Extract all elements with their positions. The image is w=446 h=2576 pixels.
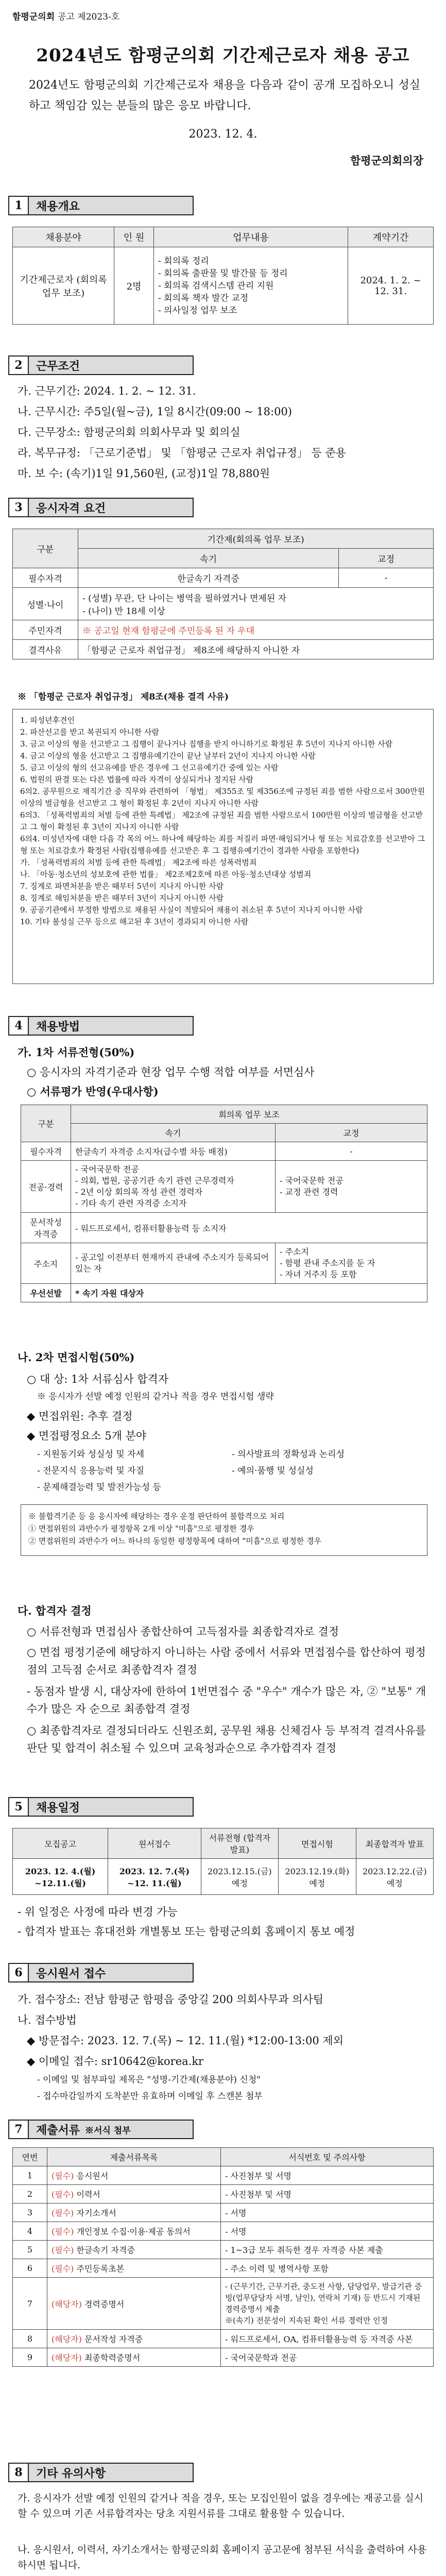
fail-criteria-item: ② 면접위원의 과반수가 어느 하나의 동일한 평정항목에 대하여 "미흡"으로 평정한 경우	[28, 1536, 322, 1546]
misc-item: 나. 응시원서, 이력서, 자기소개서는 함평군의회 홈페이지 공고문에 첨부된 서식을 출력하여 사용하시면 됩니다.	[18, 2544, 427, 2571]
overview-duties: - 회의록 정리 - 회의록 출판물 및 발간물 등 정리 - 회의록 검색시스템 관리 지원 - 회의록 책자 발간 교정 - 의사일정 업무 보조	[154, 247, 348, 325]
condition-line: 라. 복무규정: 「근로기준법」 및 「함평군 근로자 취업규정」 등 준용	[18, 447, 347, 459]
doc-no: 8	[13, 2330, 47, 2348]
table-row	[13, 2166, 434, 2185]
pref-label: 주소지	[21, 1243, 71, 1284]
qual-value: - (성별) 무관, 단 나이는 병역을 필하였거나 면제된 자 - (나이) 만 18세 이상	[78, 588, 434, 620]
section-7-header	[8, 2120, 194, 2139]
section-label: 채용일정	[29, 1797, 194, 1817]
intro-text: 2024년도 함평군의회 기간제근로자 채용을 다음과 같이 공개 모집하오니 성실하고 책임감 있는 분들의 많은 응모 바랍니다.	[29, 79, 420, 112]
notice-number	[12, 9, 119, 22]
doc-tag: (해당자)	[52, 2353, 82, 2363]
section-number: 7	[8, 2120, 29, 2139]
disqualify-item: 1. 피성년후견인	[20, 716, 75, 725]
misc-item: 가. 응시자가 선발 예정 인원의 같거나 적을 경우, 또는 모집인원이 없을 경우에는 재공고를 실시할 수 있으며 기존 서류합격자는 당초 지원서류를 그대로 활용할 수 있습니다.	[18, 2493, 424, 2519]
overview-period: 2024. 1. 2. ~ 12. 31.	[348, 247, 434, 325]
pref-value: - 공고일 이전부터 현재까지 관내에 주소지가 등록되어 있는 자	[71, 1243, 276, 1284]
schedule-note: - 합격자 발표는 휴대전화 개별통보 또는 함평군의회 홈페이지 통보 예정	[18, 1925, 355, 1938]
qual-value: 한글속기 자격증	[78, 568, 339, 588]
final-decision-title: 다. 합격자 결정	[18, 1604, 92, 1617]
disqualify-item: 6. 법원의 판결 또는 다른 법률에 따라 자격이 상실되거나 정지된 사람	[20, 775, 254, 784]
pref-value: -	[276, 1142, 427, 1161]
header-cell: 모집공고	[13, 1828, 108, 1859]
pref-value: 한글속기 자격증 소지자(급수별 차등 배점)	[71, 1142, 276, 1161]
criteria-item: - 문제해결능력 및 발전가능성 등	[37, 1482, 161, 1493]
table-row	[13, 2278, 434, 2330]
section-label	[29, 2120, 194, 2139]
pref-label: 우선선발	[21, 1284, 71, 1302]
disqualify-item: 6의3. 「성폭력범죄의 처벌 등에 관한 특례법」 제2조에 규정된 죄를 범한 사람으로서 100만원 이상의 벌금형을 선고받고 그 형이 확정된 후 3년이 지나지 아니한 사람	[20, 810, 423, 832]
disqualify-item: 7. 징계로 파면처분을 받은 때부터 5년이 지나지 아니한 사람	[20, 882, 224, 891]
header-cell: 제출서류목록	[47, 2148, 221, 2166]
application-email: ◆ 이메일 접수: sr10642@korea.kr	[27, 2055, 204, 2067]
criteria-item: - 예의·품행 및 성실성	[232, 1466, 314, 1476]
doc-no: 2	[13, 2185, 47, 2204]
header-cell: 기간제(회의록 업무 보조)	[78, 529, 434, 549]
table-row	[13, 2241, 434, 2259]
interview-panel: ◆ 면접위원: 추후 결정	[27, 1410, 133, 1422]
fail-criteria-title: ※ 불합격기준 등 응 응시자에 해당하는 경우 운정 판단하여 불합격으로 처리	[28, 1512, 285, 1521]
disqualify-item: 나. 「아동·청소년의 성보호에 관한 법률」 제2조제2호에 따른 아동·청소년대상 성범죄	[20, 870, 312, 879]
header-cell: 인 원	[114, 227, 154, 247]
second-stage-title: 나. 2차 면접시험(50%)	[18, 1351, 135, 1364]
disqualify-item: 10. 기타 불성실 근무 등으로 해고된 후 3년이 경과되지 아니한 사람	[20, 917, 249, 926]
pref-value: - 국어국문학 전공 - 의회, 법원, 공공기관 속기 관련 근무경력자 - 2년 이상 회의록 작성 관련 경력자 - 기타 속기 관련 자격증 소지자	[71, 1161, 276, 1213]
disqualify-item: 2. 파산선고를 받고 복권되지 아니한 사람	[20, 727, 159, 737]
table-row	[13, 2330, 434, 2348]
disqualify-item: 5. 금고 이상의 형의 선고유예를 받은 경우에 그 선고유예기간 중에 있는 사람	[20, 763, 279, 772]
doc-name: 개인정보 수집·이용·제공 동의서	[76, 2227, 191, 2236]
doc-no: 4	[13, 2222, 47, 2241]
qual-label: 필수자격	[13, 568, 78, 588]
first-stage-desc: ○ 응시자의 자격기준과 현장 업무 수행 적합 여부를 서면심사	[27, 1066, 315, 1078]
first-stage-table	[21, 1105, 427, 1302]
criteria-item: - 의사발표의 정확성과 논리성	[232, 1449, 345, 1460]
notice-date: 2023. 12. 4.	[188, 128, 258, 141]
section-number: 4	[8, 1016, 29, 1036]
criteria-item: - 지원동기와 성실성 및 자세	[37, 1449, 145, 1460]
second-stage-target: ○ 대 상: 1차 서류심사 합격자	[27, 1373, 168, 1385]
fail-criteria-item: ① 면접위원의 과반수가 평정항목 2개 이상 "미흡"으로 평정한 경우	[28, 1524, 254, 1533]
notice-org-label: 함평군의회	[12, 12, 55, 22]
pref-label: 문서작성 자격증	[21, 1213, 71, 1243]
doc-no: 9	[13, 2348, 47, 2367]
qualification-table	[12, 529, 434, 659]
doc-name: 최종학력증명서	[84, 2353, 141, 2363]
disqualify-item: 9. 공공기관에서 부정한 방법으로 채용된 사실이 적발되어 채용이 취소된 후 5년이 지나지 아니한 사람	[20, 905, 363, 914]
section-label-text: 제출서류	[36, 2123, 80, 2137]
section-3-header	[8, 498, 194, 517]
doc-name: 경력증명서	[84, 2299, 125, 2309]
doc-note: - 사진첨부 및 서명	[221, 2185, 434, 2204]
doc-no: 7	[13, 2278, 47, 2330]
header-cell: 면접시험	[279, 1828, 356, 1859]
disqualify-list	[12, 709, 434, 984]
doc-note: - 1~3급 모두 취득한 경우 자격증 사본 제출	[221, 2241, 434, 2259]
section-number: 1	[8, 196, 29, 215]
pref-value: * 속기 자원 대상자	[71, 1284, 427, 1302]
overview-field: 기간제근로자 (회의록 업무 보조)	[13, 247, 114, 325]
disqualify-item: 6의4. 미성년자에 대한 다음 각 목의 어느 하나에 해당하는 죄를 저질러 파면·해임되거나 형 또는 치료감호를 선고받아 그 형 또는 치료감호가 확정된 사람(집행유예를 선고받은 후 그 집행유예기간이 경과한 사람을 포함한다)	[20, 834, 425, 855]
final-decision-item: - 동점자 발생 시, 대상자에 한하여 1번면접수 중 "우수" 개수가 많은 자, ② "보통" 개수가 많은 자 순으로 최종합격 결정	[27, 1685, 426, 1715]
qual-value: 「함평군 근로자 취업규정」 제8조에 해당하지 아니한 자	[78, 640, 434, 659]
application-method: 나. 접수방법	[18, 2014, 77, 2026]
doc-note: - 서명	[221, 2204, 434, 2222]
header-cell: 계약기간	[348, 227, 434, 247]
interview-criteria: ◆ 면접평정요소 5개 분야	[27, 1430, 147, 1442]
header-cell: 최종합격자 발표	[356, 1828, 433, 1859]
schedule-table	[12, 1828, 434, 1895]
header-cell: 업무내용	[154, 227, 348, 247]
application-place: 가. 접수장소: 전남 함평군 함평읍 중앙길 200 의회사무과 의사팀	[18, 1993, 324, 2006]
disqualify-item: 가. 「성폭력범죄의 처벌 등에 관한 특례법」 제2조에 따른 성폭력범죄	[20, 858, 257, 867]
criteria-item: - 전문지식 응용능력 및 자질	[37, 1466, 145, 1476]
final-decision-item: ○ 면접 평정기준에 해당하지 아니하는 사람 중에서 서류와 면접점수를 합산하여 평정점의 고득점 순서로 최종합격자 결정	[27, 1646, 426, 1676]
table-row	[13, 2259, 434, 2278]
schedule-value: 2023. 12. 7.(목) ~12. 11.(월)	[108, 1859, 201, 1895]
first-stage-pref: ○ 서류평가 반영(우대사항)	[27, 1085, 159, 1098]
condition-line: 마. 보 수: (속기)1일 91,560원, (교정)1일 78,880원	[18, 467, 270, 480]
section-label: 근무조건	[29, 355, 194, 375]
disqualify-item: 3. 금고 이상의 형을 선고받고 그 집행이 끝나거나 집행을 받지 아니하기로 확정된 후 5년이 지나지 아니한 사람	[20, 739, 393, 749]
doc-no: 1	[13, 2166, 47, 2185]
doc-no: 6	[13, 2259, 47, 2278]
section-2-header	[8, 355, 194, 375]
doc-name: 이력서	[76, 2190, 100, 2199]
table-row	[13, 2348, 434, 2367]
doc-tag: (해당자)	[52, 2299, 82, 2309]
doc-tag: (필수)	[52, 2264, 74, 2274]
doc-no: 3	[13, 2204, 47, 2222]
header-cell: 서식번호 및 주의사항	[221, 2148, 434, 2166]
application-email-note: - 이메일 및 첨부파일 제목은 "성명-기간제(채용분야) 신청"	[37, 2075, 261, 2085]
doc-no: 5	[13, 2241, 47, 2259]
doc-name: 자기소개서	[76, 2208, 116, 2218]
doc-tag: (필수)	[52, 2171, 74, 2181]
header-cell: 구분	[21, 1105, 71, 1142]
doc-note: - 국어국문학과 전공	[221, 2348, 434, 2367]
section-4-header	[8, 1016, 194, 1036]
header-cell: 서류전형 (합격자발표)	[201, 1828, 278, 1859]
qual-value: -	[339, 568, 434, 588]
documents-table	[12, 2147, 434, 2367]
doc-name: 문서작성 자격증	[84, 2334, 143, 2344]
section-label: 채용방법	[29, 1016, 194, 1036]
final-decision-item: ○ 최종합격자로 결정되더라도 신원조회, 공무원 채용 신체검사 등 부적격 결격사유를 판단 및 합격이 취소될 수 있으며 교육청과순으로 추가합격자 결정	[27, 1724, 426, 1754]
doc-name: 주민등록초본	[76, 2264, 125, 2274]
pref-value: - 주소지 - 함평 관내 주소지를 둔 자 - 자녀 거주지 등 포함	[276, 1243, 427, 1284]
application-email-note: - 접수마감일까지 도착분만 유효하며 이메일 후 스캔본 첨부	[37, 2091, 263, 2102]
schedule-value: 2023.12.19.(화) 예정	[279, 1859, 356, 1895]
header-cell: 교정	[276, 1124, 427, 1142]
disqualify-title: ※ 「함평군 근로자 취업규정」 제8조(채용 결격 사유)	[18, 692, 229, 702]
application-visit: ◆ 방문접수: 2023. 12. 7.(목) ~ 12. 11.(월) *12:00-13:00 제외	[27, 2035, 344, 2047]
overview-count: 2명	[114, 247, 154, 325]
table-row	[13, 2222, 434, 2241]
section-6-header	[8, 1963, 194, 1982]
schedule-value: 2023.12.22.(금) 예정	[356, 1859, 433, 1895]
first-stage-title: 가. 1차 서류전형(50%)	[18, 1046, 135, 1059]
doc-tag: (필수)	[52, 2208, 74, 2218]
fail-criteria-box	[21, 1504, 427, 1556]
doc-tag: (필수)	[52, 2245, 74, 2255]
doc-note: - (근무기간, 근무기관, 중도전 사항, 담당업무, 발급기관 증빙(업무담당자 서명, 날인), 연락처 기재) 등 반드시 기재된 경력증명서 제출 ※(속기) 전문성이 지속된 확인 서류 경력만 인정	[221, 2278, 434, 2330]
qual-value: ※ 공고일 현재 함평군에 주민등록 된 자 우대	[78, 620, 434, 640]
section-number: 6	[8, 1963, 29, 1982]
header-cell: 연번	[13, 2148, 47, 2166]
section-number: 2	[8, 355, 29, 375]
doc-note: - 워드프로세서, OA, 컴퓨터활용능력 등 자격증 사본	[221, 2330, 434, 2348]
section-label-note: ※서식 첨부	[85, 2125, 131, 2136]
section-label: 응시자격 요건	[29, 498, 194, 517]
header-cell: 속기	[78, 549, 339, 568]
header-cell: 원서접수	[108, 1828, 201, 1859]
disqualify-item: 6의2. 공무원으로 재직기간 중 직무와 관련하여 「형법」 제355조 및 제356조에 규정된 죄를 범한 사람으로서 300만원 이상의 벌금형을 선고받고 그 형이 확정된 후 2년이 지나지 아니한 사람	[20, 787, 425, 808]
qual-label: 성별·나이	[13, 588, 78, 620]
header-cell: 구분	[13, 529, 78, 568]
qual-label: 주민자격	[13, 620, 78, 640]
pref-value: - 워드프로세서, 컴퓨터활용능력 등 소지자	[71, 1213, 427, 1243]
section-number: 8	[8, 2463, 29, 2482]
notice-number-text: 공고 제2023-호	[58, 12, 120, 22]
section-number: 3	[8, 498, 29, 517]
section-label: 채용개요	[29, 196, 194, 215]
section-5-header	[8, 1797, 194, 1817]
pref-label: 필수자격	[21, 1142, 71, 1161]
schedule-note: - 위 일정은 사정에 따라 변경 가능	[18, 1906, 178, 1918]
doc-tag: (해당자)	[52, 2334, 82, 2344]
table-row	[13, 2204, 434, 2222]
schedule-value: 2023.12.15.(금) 예정	[201, 1859, 278, 1895]
disqualify-item: 4. 금고 이상의 형을 선고받고 그 집행유예기간이 끝난 날부터 2년이 지나지 아니한 사람	[20, 751, 316, 760]
page-title: 2024년도 함평군의회 기간제근로자 채용 공고	[36, 45, 410, 66]
schedule-value: 2023. 12. 4.(월) ~12.11.(월)	[13, 1859, 108, 1895]
second-stage-note: ※ 응시자가 선발 예정 인원의 같거나 적을 경우 면접시험 생략	[37, 1392, 274, 1402]
header-cell: 회의록 업무 보조	[71, 1105, 427, 1124]
section-1-header	[8, 196, 194, 215]
pref-label: 전공·경력	[21, 1161, 71, 1213]
doc-tag: (필수)	[52, 2190, 74, 2199]
header-cell: 채용분야	[13, 227, 114, 247]
header-cell: 교정	[339, 549, 434, 568]
doc-name: 응시원서	[76, 2171, 109, 2181]
doc-note: - 사진첨부 및 서명	[221, 2166, 434, 2185]
condition-line: 다. 근무장소: 함평군의회 의회사무과 및 회의실	[18, 426, 241, 438]
final-decision-item: ○ 서류전형과 면접심사 종합산하여 고득점자를 최종합격자로 결정	[27, 1625, 339, 1638]
condition-line: 가. 근무기간: 2024. 1. 2. ~ 12. 31.	[18, 385, 196, 397]
doc-name: 한글속기 자격증	[76, 2245, 135, 2255]
table-row	[13, 2185, 434, 2204]
condition-line: 나. 근무시간: 주5일(월~금), 1일 8시간(09:00 ~ 18:00)	[18, 405, 292, 418]
doc-note: - 주소 이력 및 병역사항 포함	[221, 2259, 434, 2278]
doc-tag: (필수)	[52, 2227, 74, 2236]
disqualify-item: 8. 징계로 해임처분을 받은 때부터 3년이 지나지 아니한 사람	[20, 893, 224, 903]
header-cell: 속기	[71, 1124, 276, 1142]
issuing-org: 함평군의회의장	[350, 154, 423, 167]
pref-value: - 국어국문학 전공 - 교정 관련 경력	[276, 1161, 427, 1213]
overview-table	[12, 227, 434, 325]
section-label: 응시원서 접수	[29, 1963, 194, 1982]
qual-label: 결격사유	[13, 640, 78, 659]
section-label: 기타 유의사항	[29, 2463, 194, 2482]
doc-note: - 서명	[221, 2222, 434, 2241]
section-number: 5	[8, 1797, 29, 1817]
section-8-header	[8, 2463, 194, 2482]
